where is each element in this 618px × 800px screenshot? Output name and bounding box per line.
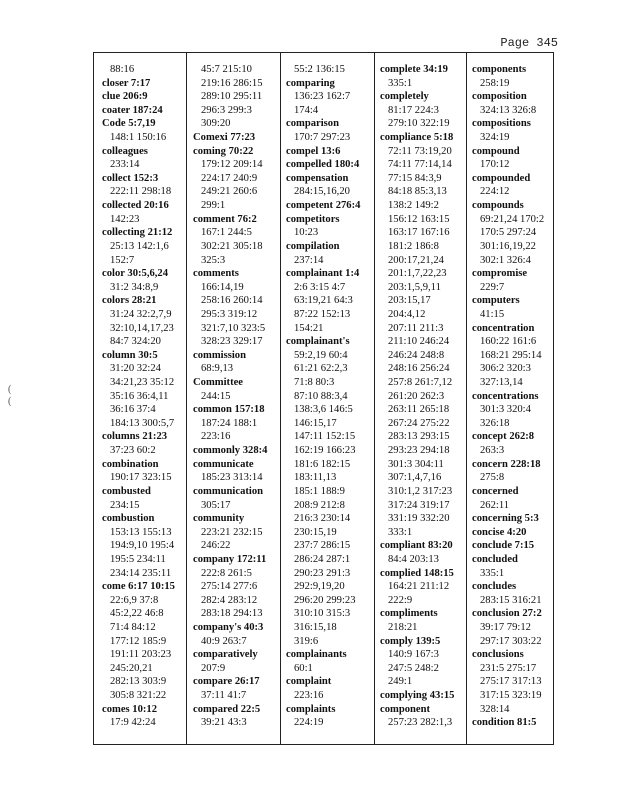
index-term: concluded <box>472 553 518 565</box>
index-references: 36:16 37:4 <box>110 404 156 416</box>
index-term: combination <box>102 458 159 470</box>
index-references: 190:17 323:15 <box>110 472 172 484</box>
index-references: 87:22 152:13 <box>294 308 351 320</box>
index-references: 183:11,13 <box>294 472 337 484</box>
index-references: 152:7 <box>110 254 135 266</box>
index-term: communication <box>193 485 264 497</box>
index-term: conclusion 27:2 <box>472 608 542 620</box>
index-references: 335:1 <box>388 77 413 89</box>
index-references: 201:1,7,22,23 <box>388 268 447 280</box>
index-references: 246:24 248:8 <box>388 349 445 361</box>
index-references: 162:19 166:23 <box>294 445 356 457</box>
index-term: conclusions <box>472 649 524 661</box>
index-references: 61:21 62:2,3 <box>294 363 348 375</box>
index-term: collect 152:3 <box>102 172 159 184</box>
index-references: 203:1,5,9,11 <box>388 281 441 293</box>
index-term: comes 10:12 <box>102 703 158 715</box>
index-references: 81:17 224:3 <box>388 104 439 116</box>
index-term: compared 22:5 <box>193 703 261 715</box>
index-term: complaints <box>286 703 336 715</box>
index-references: 283:15 316:21 <box>480 594 542 606</box>
index-references: 295:3 319:12 <box>201 308 258 320</box>
index-references: 69:21,24 170:2 <box>480 213 545 225</box>
index-term: compositions <box>472 118 531 130</box>
index-column-3 <box>286 63 360 730</box>
index-references: 22:6,9 37:8 <box>110 594 159 606</box>
index-references: 284:15,16,20 <box>294 186 350 198</box>
index-references: 234:14 235:11 <box>110 567 172 579</box>
index-references: 223:21 232:15 <box>201 526 263 538</box>
index-references: 218:21 <box>388 621 418 633</box>
index-references: 167:1 244:5 <box>201 227 252 239</box>
index-references: 163:17 167:16 <box>388 227 450 239</box>
index-term: comparatively <box>193 649 258 661</box>
index-references: 166:14,19 <box>201 281 244 293</box>
index-term: compounded <box>472 172 531 184</box>
index-term: conclude 7:15 <box>472 540 535 552</box>
index-term: compromise <box>472 268 528 280</box>
index-references: 237:7 286:15 <box>294 540 351 552</box>
index-term: comments <box>193 268 239 280</box>
index-references: 244:15 <box>201 390 231 402</box>
index-term: completely <box>380 91 429 103</box>
index-references: 222:8 261:5 <box>201 567 252 579</box>
index-references: 310:10 315:3 <box>294 608 351 620</box>
index-references: 10:23 <box>294 227 319 239</box>
index-references: 84:18 85:3,13 <box>388 186 447 198</box>
index-term: Committee <box>193 377 243 389</box>
index-term: complainant 1:4 <box>286 268 360 280</box>
index-references: 321:7,10 323:5 <box>201 322 266 334</box>
index-references: 148:1 150:16 <box>110 132 167 144</box>
index-references: 185:23 313:14 <box>201 472 263 484</box>
index-references: 307:1,4,7,16 <box>388 472 442 484</box>
index-references: 224:12 <box>480 186 510 198</box>
index-references: 257:8 261:7,12 <box>388 377 453 389</box>
index-term: company 172:11 <box>193 553 267 565</box>
index-references: 68:9,13 <box>201 363 234 375</box>
index-references: 142:23 <box>110 213 140 225</box>
index-term: closer 7:17 <box>102 77 151 89</box>
index-references: 245:20,21 <box>110 662 153 674</box>
index-references: 164:21 211:12 <box>388 581 450 593</box>
index-references: 316:15,18 <box>294 621 337 633</box>
index-references: 170:5 297:24 <box>480 227 537 239</box>
index-references: 207:11 211:3 <box>388 322 444 334</box>
column-divider <box>280 53 281 744</box>
index-references: 282:4 283:12 <box>201 594 258 606</box>
index-term: computers <box>472 295 520 307</box>
index-references: 40:9 263:7 <box>201 635 247 647</box>
index-references: 328:14 <box>480 703 510 715</box>
index-references: 140:9 167:3 <box>388 649 439 661</box>
index-term: community <box>193 513 245 525</box>
index-references: 275:8 <box>480 472 505 484</box>
index-references: 257:23 282:1,3 <box>388 717 453 729</box>
index-references: 39:17 79:12 <box>480 621 531 633</box>
index-references: 263:11 265:18 <box>388 404 450 416</box>
index-references: 195:5 234:11 <box>110 553 166 565</box>
index-term: competitors <box>286 213 340 225</box>
index-references: 223:16 <box>294 690 324 702</box>
index-references: 71:8 80:3 <box>294 377 335 389</box>
index-references: 185:1 188:9 <box>294 485 345 497</box>
index-term: complaint <box>286 676 332 688</box>
index-references: 174:4 <box>294 104 319 116</box>
index-term: concise 4:20 <box>472 526 527 538</box>
index-term: concludes <box>472 581 517 593</box>
index-references: 219:16 286:15 <box>201 77 263 89</box>
index-references: 279:10 322:19 <box>388 118 450 130</box>
index-references: 283:18 294:13 <box>201 608 263 620</box>
index-references: 262:11 <box>480 499 510 511</box>
index-references: 249:1 <box>388 676 413 688</box>
index-references: 216:3 230:14 <box>294 513 351 525</box>
index-column-5 <box>472 63 544 730</box>
index-term: complete 34:19 <box>380 64 448 75</box>
index-references: 177:12 185:9 <box>110 635 167 647</box>
index-term: compensation <box>286 172 349 184</box>
index-references: 154:21 <box>294 322 324 334</box>
index-references: 249:21 260:6 <box>201 186 258 198</box>
index-term: compliant 83:20 <box>380 540 453 552</box>
index-references: 37:23 60:2 <box>110 445 156 457</box>
index-references: 181:2 186:8 <box>388 240 439 252</box>
index-references: 324:19 <box>480 132 510 144</box>
index-term: concentration <box>472 322 535 334</box>
index-references: 258:19 <box>480 77 510 89</box>
index-references: 223:16 <box>201 431 231 443</box>
index-references: 156:12 163:15 <box>388 213 450 225</box>
index-references: 233:14 <box>110 159 140 171</box>
index-references: 60:1 <box>294 662 313 674</box>
index-references: 289:10 295:11 <box>201 91 263 103</box>
index-references: 326:18 <box>480 417 510 429</box>
index-references: 17:9 42:24 <box>110 717 156 729</box>
index-term: composition <box>472 91 527 103</box>
index-references: 84:4 203:13 <box>388 553 439 565</box>
index-references: 153:13 155:13 <box>110 526 172 538</box>
index-term: compliments <box>380 608 438 620</box>
index-term: columns 21:23 <box>102 431 168 443</box>
index-references: 290:23 291:3 <box>294 567 351 579</box>
index-references: 160:22 161:6 <box>480 336 537 348</box>
index-references: 138:3,6 146:5 <box>294 404 353 416</box>
index-references: 41:15 <box>480 308 505 320</box>
index-term: coater 187:24 <box>102 104 163 116</box>
index-term: compelled 180:4 <box>286 159 360 171</box>
index-term: concern 228:18 <box>472 458 541 470</box>
index-term: competent 276:4 <box>286 200 361 212</box>
index-term: Comexi 77:23 <box>193 132 256 144</box>
index-references: 324:13 326:8 <box>480 104 537 116</box>
index-references: 306:2 320:3 <box>480 363 531 375</box>
index-term: concerning 5:3 <box>472 513 539 525</box>
index-term: compilation <box>286 240 340 252</box>
column-divider <box>466 53 467 744</box>
index-references: 170:7 297:23 <box>294 132 351 144</box>
index-term: commonly 328:4 <box>193 445 268 457</box>
index-term: collecting 21:12 <box>102 227 173 239</box>
index-references: 184:13 300:5,7 <box>110 417 175 429</box>
index-references: 301:16,19,22 <box>480 240 536 252</box>
index-term: concept 262:8 <box>472 431 535 443</box>
index-references: 246:22 <box>201 540 231 552</box>
index-references: 45:7 215:10 <box>201 64 252 75</box>
index-references: 39:21 43:3 <box>201 717 247 729</box>
index-references: 204:4,12 <box>388 308 426 320</box>
index-references: 181:6 182:15 <box>294 458 351 470</box>
index-term: Code 5:7,19 <box>102 118 156 130</box>
index-term: clue 206:9 <box>102 91 148 103</box>
index-term: column 30:5 <box>102 349 158 361</box>
index-references: 237:14 <box>294 254 324 266</box>
index-references: 45:2,22 46:8 <box>110 608 164 620</box>
index-references: 296:3 299:3 <box>201 104 252 116</box>
index-references: 247:5 248:2 <box>388 662 439 674</box>
index-term: complainants <box>286 649 347 661</box>
index-references: 301:3 304:11 <box>388 458 444 470</box>
index-term: compound <box>472 145 520 157</box>
index-references: 207:9 <box>201 662 226 674</box>
index-term: component <box>380 703 431 715</box>
index-references: 31:24 32:2,7,9 <box>110 308 172 320</box>
index-references: 325:3 <box>201 254 226 266</box>
index-references: 305:8 321:22 <box>110 690 167 702</box>
index-references: 35:16 36:4,11 <box>110 390 169 402</box>
index-term: collected 20:16 <box>102 200 169 212</box>
page-number: Page 345 <box>500 36 558 50</box>
index-references: 191:11 203:23 <box>110 649 172 661</box>
index-references: 31:2 34:8,9 <box>110 281 159 293</box>
margin-mark: ( ( <box>8 384 12 407</box>
index-references: 138:2 149:2 <box>388 200 439 212</box>
index-term: comparison <box>286 118 339 130</box>
index-term: comparing <box>286 77 335 89</box>
index-references: 327:13,14 <box>480 377 523 389</box>
index-references: 87:10 88:3,4 <box>294 390 348 402</box>
index-references: 72:11 73:19,20 <box>388 145 452 157</box>
index-references: 74:11 77:14,14 <box>388 159 452 171</box>
index-references: 229:7 <box>480 281 505 293</box>
index-term: complainant's <box>286 336 350 348</box>
index-references: 234:15 <box>110 499 140 511</box>
index-term: concentrations <box>472 390 539 402</box>
index-references: 309:20 <box>201 118 231 130</box>
index-references: 179:12 209:14 <box>201 159 263 171</box>
index-references: 32:10,14,17,23 <box>110 322 174 334</box>
index-references: 194:9,10 195:4 <box>110 540 175 552</box>
index-references: 328:23 329:17 <box>201 336 263 348</box>
index-references: 302:21 305:18 <box>201 240 263 252</box>
index-references: 293:23 294:18 <box>388 445 450 457</box>
index-term: combustion <box>102 513 155 525</box>
index-term: compare 26:17 <box>193 676 260 688</box>
index-references: 222:9 <box>388 594 413 606</box>
index-references: 31:20 32:24 <box>110 363 161 375</box>
index-references: 146:15,17 <box>294 417 337 429</box>
index-column-1 <box>102 63 175 730</box>
index-term: common 157:18 <box>193 404 265 416</box>
index-references: 211:10 246:24 <box>388 336 450 348</box>
index-frame <box>93 52 554 745</box>
index-references: 77:15 84:3,9 <box>388 172 442 184</box>
index-references: 187:24 188:1 <box>201 417 258 429</box>
index-term: compliance 5:18 <box>380 132 454 144</box>
index-references: 59:2,19 60:4 <box>294 349 348 361</box>
index-references: 170:12 <box>480 159 510 171</box>
index-references: 55:2 136:15 <box>294 64 345 75</box>
index-term: color 30:5,6,24 <box>102 268 169 280</box>
index-term: condition 81:5 <box>472 717 537 729</box>
index-term: colors 28:21 <box>102 295 157 307</box>
index-references: 2:6 3:15 4:7 <box>294 281 346 293</box>
index-references: 71:4 84:12 <box>110 621 156 633</box>
index-references: 147:11 152:15 <box>294 431 356 443</box>
index-references: 63:19,21 64:3 <box>294 295 353 307</box>
index-term: combusted <box>102 485 151 497</box>
column-divider <box>186 53 187 744</box>
index-references: 230:15,19 <box>294 526 337 538</box>
index-term: concerned <box>472 485 519 497</box>
index-references: 275:17 317:13 <box>480 676 542 688</box>
index-term: company's 40:3 <box>193 621 264 633</box>
index-references: 286:24 287:1 <box>294 553 351 565</box>
index-term: complied 148:15 <box>380 567 454 579</box>
index-references: 282:13 303:9 <box>110 676 167 688</box>
index-term: comply 139:5 <box>380 635 441 647</box>
index-term: come 6:17 10:15 <box>102 581 175 593</box>
index-references: 299:1 <box>201 200 226 212</box>
index-column-2 <box>193 63 267 730</box>
index-references: 248:16 256:24 <box>388 363 450 375</box>
index-term: compel 13:6 <box>286 145 341 157</box>
index-references: 297:17 303:22 <box>480 635 542 647</box>
index-references: 203:15,17 <box>388 295 431 307</box>
index-references: 261:20 262:3 <box>388 390 445 402</box>
index-references: 84:7 324:20 <box>110 336 161 348</box>
index-references: 296:20 299:23 <box>294 594 356 606</box>
index-references: 168:21 295:14 <box>480 349 542 361</box>
index-references: 88:16 <box>110 64 135 75</box>
index-references: 224:19 <box>294 717 324 729</box>
index-term: comment 76:2 <box>193 213 257 225</box>
index-references: 317:24 319:17 <box>388 499 450 511</box>
index-term: compounds <box>472 200 524 212</box>
index-references: 305:17 <box>201 499 231 511</box>
index-references: 208:9 212:8 <box>294 499 345 511</box>
index-references: 231:5 275:17 <box>480 662 537 674</box>
index-term: colleagues <box>102 145 148 157</box>
index-references: 301:3 320:4 <box>480 404 531 416</box>
index-references: 200:17,21,24 <box>388 254 444 266</box>
index-references: 258:16 260:14 <box>201 295 263 307</box>
index-references: 331:19 332:20 <box>388 513 450 525</box>
index-references: 292:9,19,20 <box>294 581 345 593</box>
index-references: 319:6 <box>294 635 319 647</box>
index-references: 222:11 298:18 <box>110 186 172 198</box>
index-references: 333:1 <box>388 526 413 538</box>
index-references: 263:3 <box>480 445 505 457</box>
index-references: 34:21,23 35:12 <box>110 377 175 389</box>
index-references: 283:13 293:15 <box>388 431 450 443</box>
index-references: 302:1 326:4 <box>480 254 531 266</box>
index-references: 317:15 323:19 <box>480 690 542 702</box>
index-references: 25:13 142:1,6 <box>110 240 169 252</box>
index-term: components <box>472 64 527 75</box>
index-references: 136:23 162:7 <box>294 91 351 103</box>
index-references: 335:1 <box>480 567 505 579</box>
index-references: 224:17 240:9 <box>201 172 258 184</box>
index-references: 267:24 275:22 <box>388 417 450 429</box>
column-divider <box>374 53 375 744</box>
index-references: 275:14 277:6 <box>201 581 258 593</box>
index-references: 37:11 41:7 <box>201 690 247 702</box>
index-term: commission <box>193 349 246 361</box>
index-term: communicate <box>193 458 254 470</box>
index-references: 310:1,2 317:23 <box>388 485 453 497</box>
index-column-4 <box>380 63 454 730</box>
index-term: complying 43:15 <box>380 690 455 702</box>
index-term: coming 70:22 <box>193 145 254 157</box>
